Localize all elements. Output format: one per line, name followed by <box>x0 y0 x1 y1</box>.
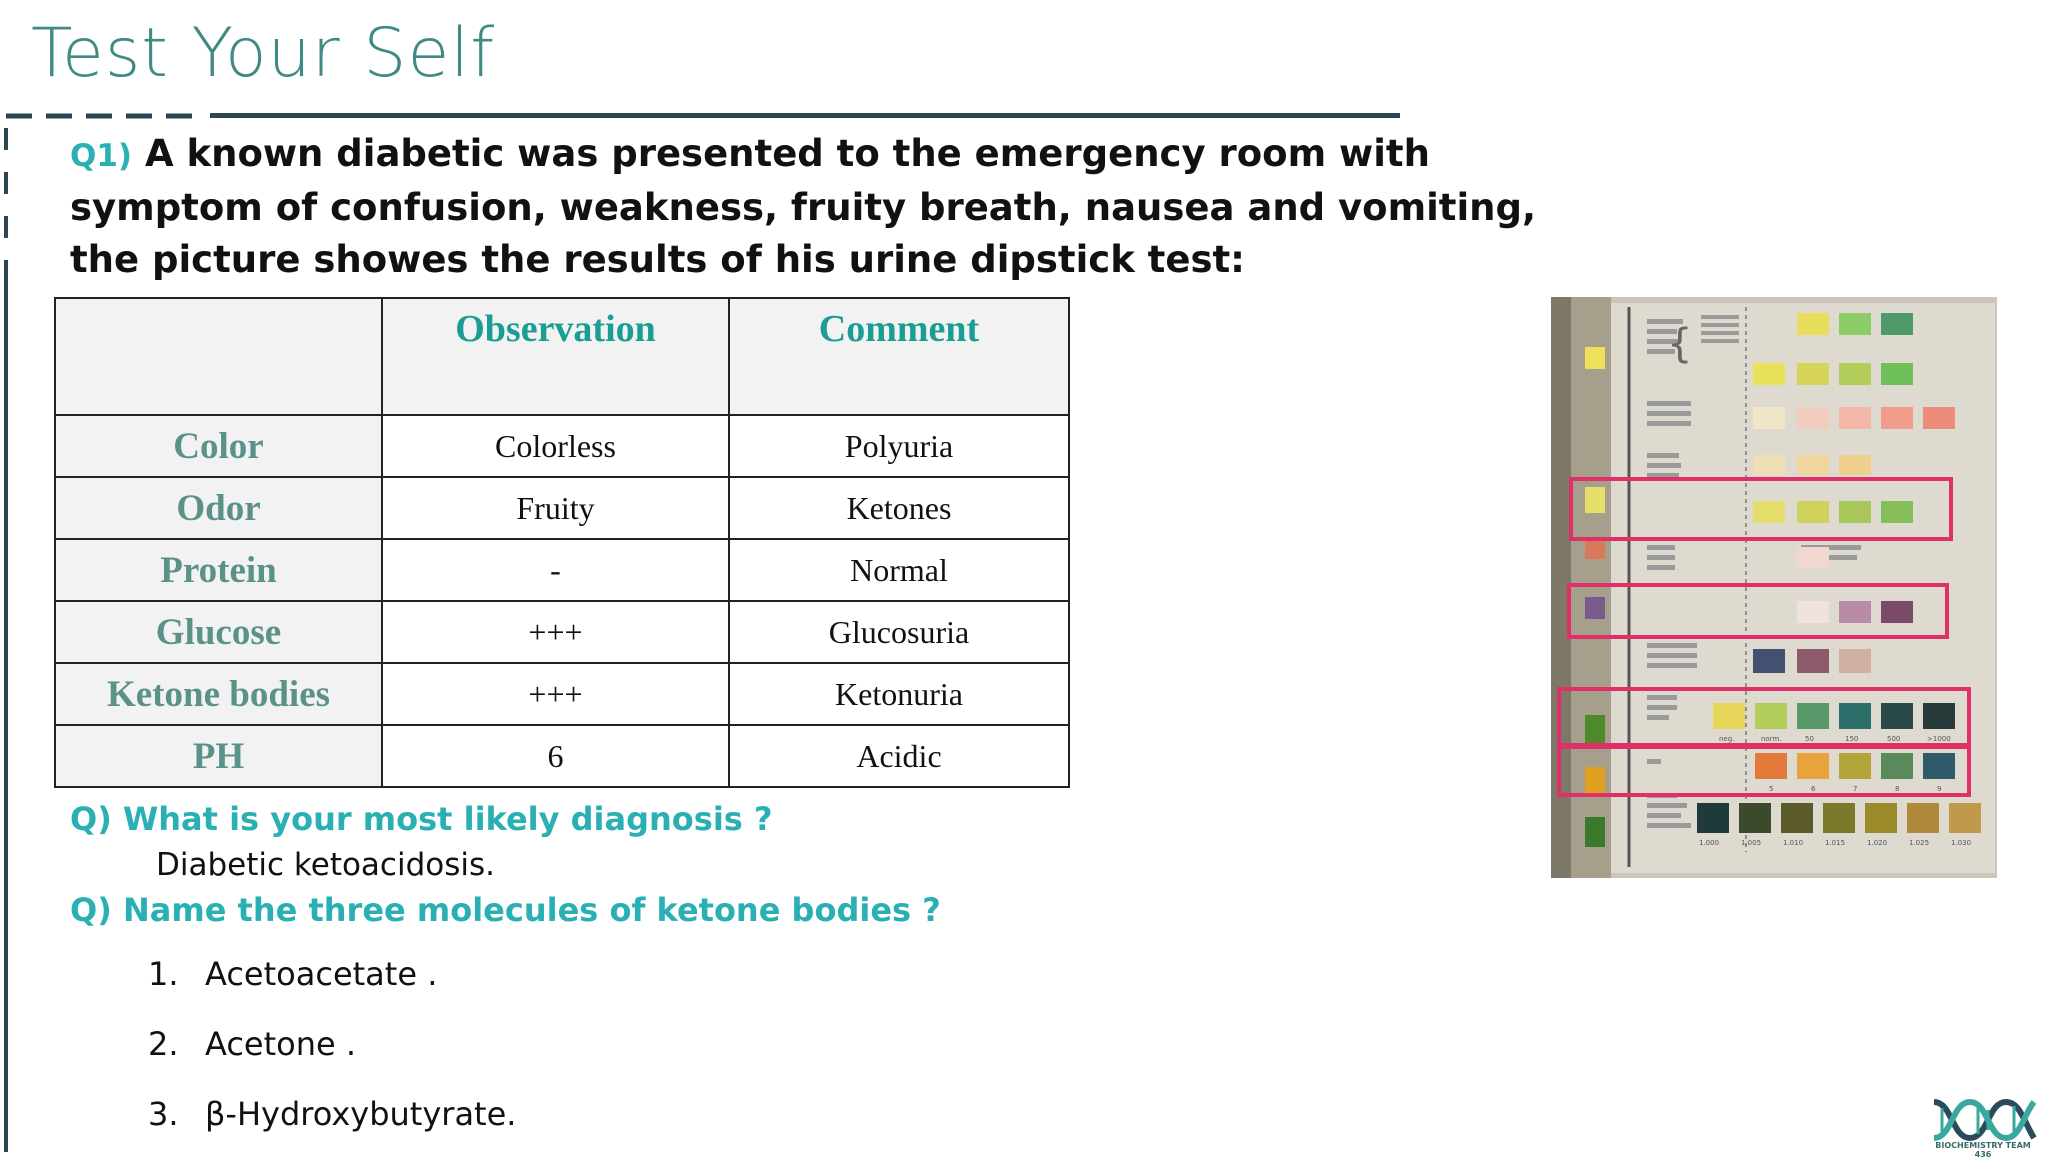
table-row <box>55 663 1069 725</box>
glucose-scale-label: neg. <box>1719 735 1735 743</box>
question-1-text: A known diabetic was presented to the emergency room with symptom of confusion, weakness, fruity breath, nausea and vomiting, the picture showes the results of his urine dipstick test: <box>70 132 1537 281</box>
density-scale-label: 1.015 <box>1825 839 1846 847</box>
left-dashed-border <box>4 128 8 1152</box>
title-dashed-divider <box>6 113 206 119</box>
title-divider <box>210 113 1400 118</box>
comment-cell: Polyuria <box>729 415 1069 477</box>
observation-cell: 6 <box>382 725 729 787</box>
glucose-scale-label: >1000 <box>1927 735 1951 743</box>
observation-cell: +++ <box>382 601 729 663</box>
question-2-answer: Diabetic ketoacidosis. <box>156 847 496 883</box>
dipstick-photo <box>1551 297 1997 878</box>
ph-scale-label: 9 <box>1937 785 1942 793</box>
ph-scale-label: 7 <box>1853 785 1858 793</box>
question-1 <box>70 128 1550 286</box>
density-scale-label: 1.005 <box>1741 839 1762 847</box>
table-row <box>55 601 1069 663</box>
list-item: 1. Acetoacetate . <box>148 955 438 993</box>
comment-cell: Normal <box>729 539 1069 601</box>
density-scale-label: 1.025 <box>1909 839 1930 847</box>
urine-results-table <box>54 297 1070 788</box>
question-1-label: Q1) <box>70 138 133 174</box>
ph-scale-label: 8 <box>1895 785 1900 793</box>
header-cell-comment: Comment <box>729 298 1069 415</box>
row-label: PH <box>55 725 382 787</box>
comment-cell: Glucosuria <box>729 601 1069 663</box>
comment-cell: Acidic <box>729 725 1069 787</box>
glucose-scale-label: 50 <box>1805 735 1814 743</box>
list-item: 3. β-Hydroxybutyrate. <box>148 1095 517 1133</box>
density-scale-label: 1.020 <box>1867 839 1888 847</box>
density-scale-label: 1.000 <box>1699 839 1720 847</box>
table-row <box>55 725 1069 787</box>
table-row <box>55 415 1069 477</box>
comment-cell: Ketonuria <box>729 663 1069 725</box>
logo-text: BIOCHEMISTRY TEAM 436 <box>1935 1141 2031 1159</box>
header-cell-empty <box>55 298 382 415</box>
question-3: Q) Name the three molecules of ketone bodies ? <box>70 891 941 929</box>
ph-scale-label: 6 <box>1811 785 1816 793</box>
glucose-scale-label: 500 <box>1887 735 1901 743</box>
svg-text:{: { <box>1667 321 1693 367</box>
density-scale-label: 1.010 <box>1783 839 1804 847</box>
glucose-scale-label: 150 <box>1845 735 1859 743</box>
question-2: Q) What is your most likely diagnosis ? <box>70 800 773 838</box>
table-row <box>55 539 1069 601</box>
list-item: 2. Acetone . <box>148 1025 357 1063</box>
row-label: Ketone bodies <box>55 663 382 725</box>
density-scale-label: 1.030 <box>1951 839 1972 847</box>
ph-scale-label: 5 <box>1769 785 1774 793</box>
dna-logo-icon <box>1928 1092 2038 1148</box>
header-cell-observation: Observation <box>382 298 729 415</box>
observation-cell: Fruity <box>382 477 729 539</box>
ketone-bodies-list <box>148 948 516 1158</box>
observation-cell: - <box>382 539 729 601</box>
observation-cell: +++ <box>382 663 729 725</box>
glucose-scale-label: norm. <box>1761 735 1782 743</box>
table-row <box>55 477 1069 539</box>
comment-cell: Ketones <box>729 477 1069 539</box>
table-header-row <box>55 298 1069 415</box>
row-label: Color <box>55 415 382 477</box>
slide-title: Test Your Self <box>31 14 496 93</box>
row-label: Glucose <box>55 601 382 663</box>
row-label: Odor <box>55 477 382 539</box>
observation-cell: Colorless <box>382 415 729 477</box>
row-label: Protein <box>55 539 382 601</box>
